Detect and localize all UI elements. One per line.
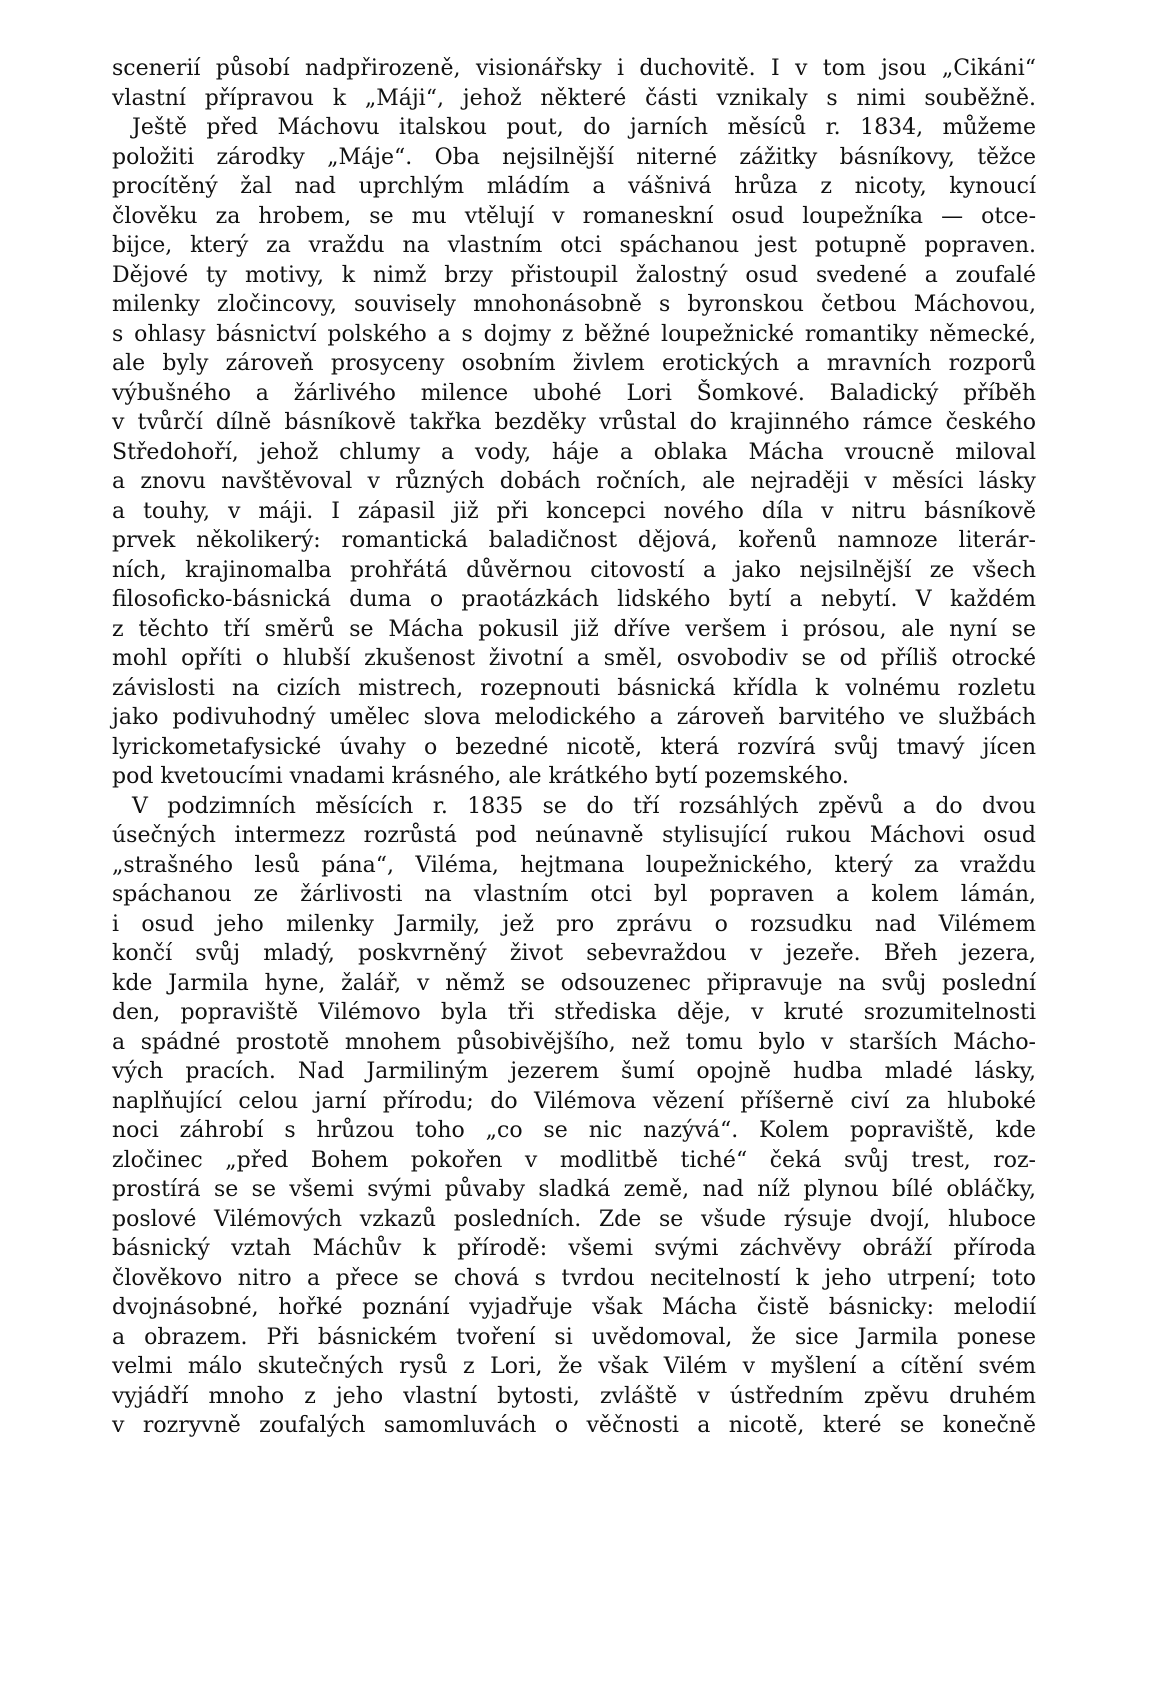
text-line: bijce, který za vraždu na vlastním otci spáchanou jest potupně popraven.: [112, 233, 1036, 258]
text-line: milenky zločincovy, souvisely mnohonásobně s byronskou četbou Máchovou,: [112, 292, 1036, 317]
text-line: naplňující celou jarní přírodu; do Vilémova vězení příšerně civí za hluboké: [112, 1088, 1036, 1114]
text-line: spáchanou ze žárlivosti na vlastním otci byl popraven a kolem lámán,: [112, 882, 1036, 907]
text-line: v rozryvně zoufalých samomluvách o věčnosti a nicotě, které se konečně: [112, 1413, 1036, 1438]
text-line: v tvůrčí dílně básníkově takřka bezděky vrůstal do krajinného rámce českého: [112, 410, 1036, 435]
text-line: člověkovo nitro a přece se chová s tvrdou necitelností k jeho utrpení; toto: [112, 1265, 1036, 1291]
text-line: scenerií působí nadpřirozeně, visionářsky i duchovitě. I v tom jsou „Cikáni“: [112, 56, 1036, 81]
text-line: výbušného a žárlivého milence ubohé Lori Šomkové. Baladický příběh: [112, 380, 1036, 406]
text-line: poslové Vilémových vzkazů posledních. Zde se všude rýsuje dvojí, hluboce: [112, 1206, 1036, 1232]
text-line: kde Jarmila hyne, žalář, v němž se odsouzenec připravuje na svůj poslední: [112, 970, 1036, 996]
text-line: jako podivuhodný umělec slova melodického a zároveň barvitého ve službách: [112, 705, 1036, 730]
text-line: zločinec „před Bohem pokořen v modlitbě tiché“ čeká svůj trest, roz-: [112, 1147, 1036, 1173]
text-line: pod kvetoucími vnadami krásného, ale krátkého bytí pozemského.: [112, 764, 849, 789]
text-line: člověku za hrobem, se mu vtělují v romaneskní osud loupežníka — otce-: [112, 203, 1036, 229]
text-line: den, popraviště Vilémovo byla tři střediska děje, v kruté srozumitelnosti: [112, 1000, 1036, 1025]
text-line: závislosti na cizích mistrech, rozepnouti básnická křídla k volnému rozletu: [112, 675, 1036, 701]
text-line: a spádné prostotě mnohem působivějšího, než tomu bylo v starších Mácho-: [112, 1029, 1036, 1055]
text-line: „strašného lesů pána“, Viléma, hejtmana loupežnického, který za vraždu: [112, 852, 1036, 878]
text-line: filosoficko-básnická duma o praotázkách lidského bytí a nebytí. V každém: [112, 587, 1036, 612]
text-line: Ještě před Máchovu italskou pout, do jarních měsíců r. 1834, můžeme: [132, 115, 1036, 140]
text-line: i osud jeho milenky Jarmily, jež pro zprávu o rozsudku nad Vilémem: [112, 911, 1036, 937]
text-line: ale byly zároveň prosyceny osobním živlem erotických a mravních rozporů: [112, 351, 1036, 376]
text-line: úsečných intermezz rozrůstá pod neúnavně stylisující rukou Máchovi osud: [112, 823, 1036, 848]
text-line: básnický vztah Máchův k přírodě: všemi svými záchvěvy obráží příroda: [112, 1236, 1036, 1261]
text-line: prostírá se se všemi svými půvaby sladká země, nad níž plynou bílé obláčky,: [112, 1177, 1036, 1202]
text-line: vlastní přípravou k „Máji“, jehož některé části vznikaly s nimi souběžně.: [112, 85, 1036, 111]
document-page: [112, 54, 1036, 1441]
text-line: z těchto tří směrů se Mácha pokusil již dříve veršem i prósou, ale nyní se: [112, 616, 1036, 642]
text-line: dvojnásobné, hořké poznání vyjadřuje však Mácha čistě básnicky: melodií: [112, 1295, 1036, 1320]
text-line: končí svůj mladý, poskvrněný život sebevraždou v jezeře. Břeh jezera,: [112, 941, 1036, 966]
text-line: a touhy, v máji. I zápasil již při koncepci nového díla v nitru básníkově: [112, 498, 1036, 524]
text-line: ních, krajinomalba prohřátá důvěrnou citovostí a jako nejsilnější ze všech: [112, 557, 1036, 583]
text-line: vých pracích. Nad Jarmiliným jezerem šumí opojně hudba mladé lásky,: [112, 1059, 1036, 1084]
text-line: velmi málo skutečných rysů z Lori, že však Vilém v myšlení a cítění svém: [112, 1354, 1036, 1379]
text-line: procítěný žal nad uprchlým mládím a vášnivá hrůza z nicoty, kynoucí: [112, 174, 1036, 199]
text-line: mohl opříti o hlubší zkušenost životní a směl, osvobodiv se od příliš otrocké: [112, 646, 1036, 671]
text-line: vyjádří mnoho z jeho vlastní bytosti, zvláště v ústředním zpěvu druhém: [112, 1383, 1036, 1409]
text-line: položiti zárodky „Máje“. Oba nejsilnější niterné zážitky básníkovy, těžce: [112, 144, 1036, 170]
text-line: lyrickometafysické úvahy o bezedné nicotě, která rozvírá svůj tmavý jícen: [112, 734, 1036, 760]
text-line: prvek několikerý: romantická baladičnost dějová, kořenů namnoze literár-: [112, 528, 1036, 553]
text-line: V podzimních měsících r. 1835 se do tří rozsáhlých zpěvů a do dvou: [132, 793, 1036, 819]
text-line: Středohoří, jehož chlumy a vody, háje a oblaka Mácha vroucně miloval: [112, 439, 1036, 465]
text-line: s ohlasy básnictví polského a s dojmy z běžné loupežnické romantiky německé,: [112, 321, 1036, 347]
text-line: a obrazem. Při básnickém tvoření si uvědomoval, že sice Jarmila ponese: [112, 1324, 1036, 1350]
text-line: noci záhrobí s hrůzou toho „co se nic nazývá“. Kolem popraviště, kde: [112, 1118, 1036, 1143]
text-line: Dějové ty motivy, k nimž brzy přistoupil žalostný osud svedené a zoufalé: [112, 262, 1036, 288]
body-text: [112, 54, 1036, 1441]
text-line: a znovu navštěvoval v různých dobách ročních, ale nejraději v měsíci lásky: [112, 469, 1036, 494]
